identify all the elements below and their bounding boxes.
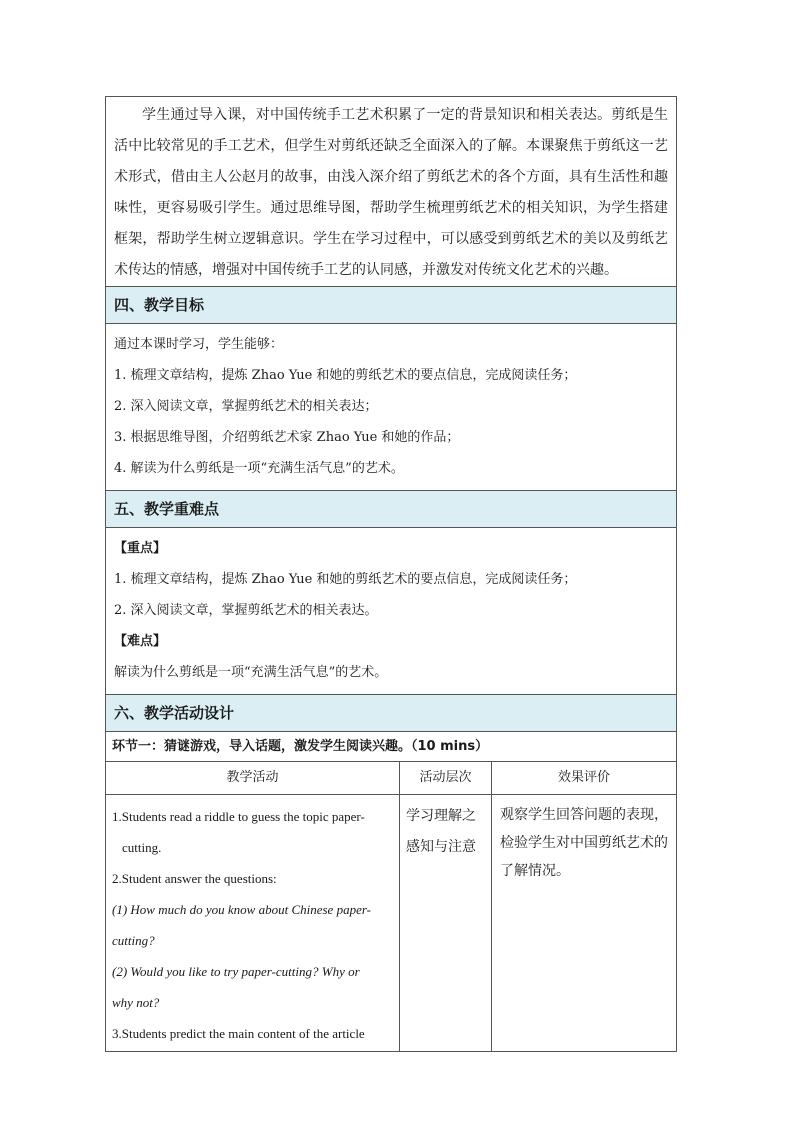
- activity-body-row: [106, 795, 676, 1051]
- evaluation-text: 观察学生回答问题的表现，检验学生对中国剪纸艺术的了解情况。: [500, 807, 668, 879]
- section-heading-objectives: 四、教学目标: [106, 287, 676, 324]
- activity-header-row: [106, 762, 676, 795]
- objective-item: 2. 深入阅读文章，掌握剪纸艺术的相关表达；: [114, 399, 378, 414]
- level-text: 学习理解之感知与注意: [406, 808, 476, 855]
- activity-line: (1) How much do you know about Chinese paper-: [112, 902, 371, 917]
- column-header-level: 活动层次: [400, 762, 492, 794]
- activity-cell: [106, 795, 400, 1051]
- activity-line: why not?: [112, 995, 160, 1010]
- objectives-block: [106, 324, 676, 491]
- intro-paragraph: 学生通过导入课，对中国传统手工艺术积累了一定的背景知识和相关表达。剪纸是生活中比较常见的手工艺术，但学生对剪纸还缺乏全面深入的了解。本课聚焦于剪纸这一艺术形式，借由主人公赵月的故事，由浅入深介绍了剪纸艺术的各个方面，具有生活性和趣味性，更容易吸引学生。通过思维导图，帮助学生梳理剪纸艺术的相关知识，为学生搭建框架，帮助学生树立逻辑意识。学生在学习过程中，可以感受到剪纸艺术的美以及剪纸艺术传达的情感，增强对中国传统手工艺的认同感，并激发对传统文化艺术的兴趣。: [106, 97, 676, 287]
- key-item: 2. 深入阅读文章，掌握剪纸艺术的相关表达。: [114, 603, 378, 618]
- level-cell: [400, 795, 492, 1051]
- evaluation-cell: [492, 795, 676, 1051]
- lesson-plan-table: [105, 96, 677, 1052]
- activity-line: (2) Would you like to try paper-cutting? Why or: [112, 964, 360, 979]
- activity-line: 1.Students read a riddle to guess the topic paper-: [112, 809, 365, 824]
- section-heading-activities: 六、教学活动设计: [106, 695, 676, 732]
- objective-item: 4. 解读为什么剪纸是一项“充满生活气息”的艺术。: [114, 461, 404, 476]
- column-header-evaluation: 效果评价: [557, 770, 610, 785]
- key-item: 1. 梳理文章结构，提炼 Zhao Yue 和她的剪纸艺术的要点信息，完成阅读任务；: [114, 572, 577, 587]
- difficult-label: 【难点】: [114, 634, 167, 649]
- activity-line: cutting.: [122, 840, 162, 855]
- difficult-text: 解读为什么剪纸是一项“充满生活气息”的艺术。: [114, 665, 388, 680]
- key-label: 【重点】: [114, 541, 167, 556]
- keypoints-block: [106, 528, 676, 695]
- stage-title: 环节一：猜谜游戏，导入话题，激发学生阅读兴趣。（10 mins）: [106, 732, 676, 762]
- objective-item: 1. 梳理文章结构，提炼 Zhao Yue 和她的剪纸艺术的要点信息，完成阅读任务；: [114, 368, 577, 383]
- activity-line: 2.Student answer the questions:: [112, 871, 277, 886]
- column-header-activity: 教学活动: [106, 762, 400, 794]
- objective-item: 3. 根据思维导图，介绍剪纸艺术家 Zhao Yue 和她的作品；: [114, 430, 460, 445]
- section-heading-keypoints: 五、教学重难点: [106, 491, 676, 528]
- activity-line: cutting?: [112, 933, 155, 948]
- activity-line: 3.Students predict the main content of the article: [112, 1026, 365, 1041]
- objectives-lead: 通过本课时学习，学生能够：: [114, 337, 284, 352]
